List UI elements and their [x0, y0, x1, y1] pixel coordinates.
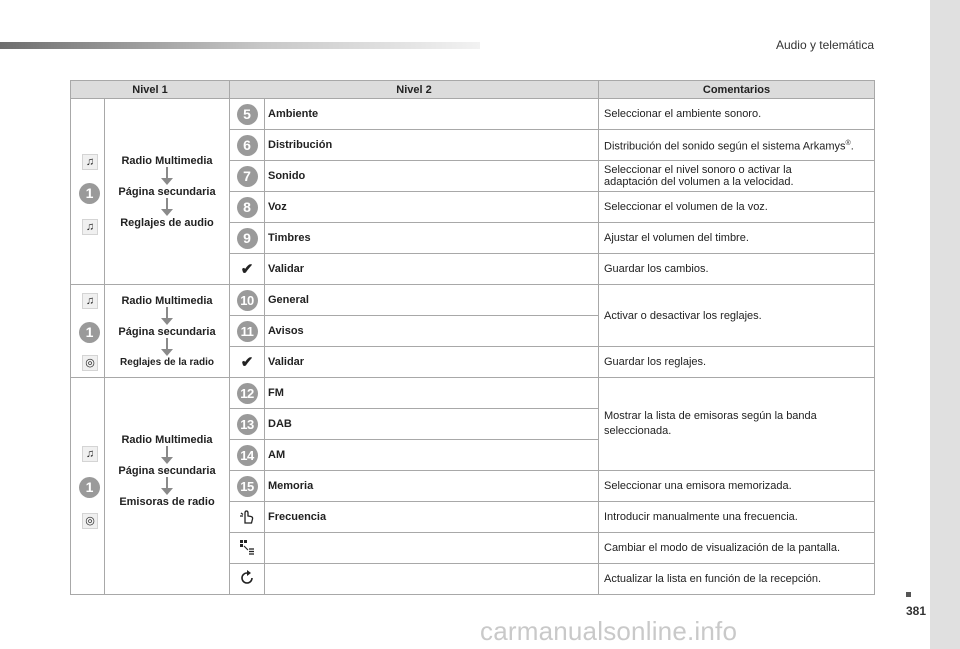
row-marker	[230, 471, 265, 502]
setting-name: Distribución	[265, 130, 599, 161]
level1-path-stations	[105, 378, 230, 595]
music-note-icon: ♫	[82, 154, 98, 170]
setting-comment: Activar o desactivar los reglajes.	[599, 285, 875, 347]
setting-name	[265, 533, 599, 564]
hand-tap-icon	[230, 502, 265, 533]
arrow-down-icon	[160, 338, 174, 357]
setting-comment: Ajustar el volumen del timbre.	[599, 223, 875, 254]
setting-name: DAB	[265, 409, 599, 440]
level1-path-audio	[105, 99, 230, 285]
table-row	[71, 99, 875, 130]
row-marker	[230, 378, 265, 409]
setting-comment: Seleccionar el ambiente sonoro.	[599, 99, 875, 130]
arrow-down-icon	[160, 198, 174, 217]
menu-music-icon: ♫	[82, 219, 98, 235]
table-row	[71, 378, 875, 409]
row-marker	[230, 130, 265, 161]
setting-comment: Seleccionar el volumen de la voz.	[599, 192, 875, 223]
setting-name: Sonido	[265, 161, 599, 192]
row-marker	[230, 223, 265, 254]
marker-badge: 5	[237, 104, 258, 125]
setting-name: Avisos	[265, 316, 599, 347]
row-marker	[230, 161, 265, 192]
header-nivel-1: Nivel 1	[71, 81, 230, 99]
refresh-icon	[230, 564, 265, 595]
marker-badge: 13	[237, 414, 258, 435]
path-step-pagina-secundaria: Página secundaria	[118, 185, 216, 198]
arrow-down-icon	[160, 477, 174, 496]
marker-badge: 8	[237, 197, 258, 218]
marker-badge: 15	[237, 476, 258, 497]
marker-badge: 9	[237, 228, 258, 249]
menu-radio-icon: ◎	[82, 355, 98, 371]
arrow-down-icon	[160, 167, 174, 186]
level1-icons-audio	[71, 99, 105, 285]
page-edge-strip	[930, 0, 960, 649]
page-number: 381	[905, 604, 926, 618]
path-step-reglajes-audio: Reglajes de audio	[120, 216, 214, 229]
arrow-down-icon	[160, 307, 174, 326]
setting-comment: Seleccionar una emisora memorizada.	[599, 471, 875, 502]
radio-broadcast-icon: ◎	[82, 513, 98, 529]
setting-comment: Cambiar el modo de visualización de la pantalla.	[599, 533, 875, 564]
setting-name	[265, 564, 599, 595]
path-step-pagina-secundaria: Página secundaria	[118, 465, 216, 477]
table-header-row	[71, 81, 875, 99]
marker-badge: 14	[237, 445, 258, 466]
path-step-radio-multimedia: Radio Multimedia	[121, 294, 213, 307]
setting-name: FM	[265, 378, 599, 409]
section-title: Audio y telemática	[775, 38, 874, 52]
row-marker	[230, 316, 265, 347]
header-comentarios: Comentarios	[599, 81, 875, 99]
step-badge: 1	[79, 477, 100, 498]
setting-comment: Actualizar la lista en función de la recepción.	[599, 564, 875, 595]
setting-name: Timbres	[265, 223, 599, 254]
setting-comment: Distribución del sonido según el sistema Arkamys®.	[599, 130, 875, 161]
setting-comment: Seleccionar el nivel sonoro o activar la adaptación del volumen a la velocidad.	[599, 161, 875, 192]
marker-badge: 11	[237, 321, 258, 342]
header-gradient-bar	[0, 42, 480, 49]
checkmark-icon: ✔	[230, 254, 265, 285]
checkmark-icon: ✔	[230, 347, 265, 378]
path-step-radio-multimedia: Radio Multimedia	[121, 434, 213, 446]
path-step-pagina-secundaria: Página secundaria	[118, 325, 216, 338]
setting-name: Frecuencia	[265, 502, 599, 533]
row-marker	[230, 409, 265, 440]
row-marker	[230, 285, 265, 316]
settings-table	[70, 80, 875, 595]
row-marker	[230, 440, 265, 471]
setting-name: Validar	[265, 254, 599, 285]
level1-path-radio-settings	[105, 285, 230, 378]
path-step-radio-multimedia: Radio Multimedia	[121, 154, 213, 167]
row-marker	[230, 192, 265, 223]
setting-name: Validar	[265, 347, 599, 378]
marker-badge: 6	[237, 135, 258, 156]
setting-comment: Introducir manualmente una frecuencia.	[599, 502, 875, 533]
path-step-emisoras-radio: Emisoras de radio	[119, 496, 215, 508]
music-note-icon: ♫	[82, 446, 98, 462]
setting-comment: Guardar los cambios.	[599, 254, 875, 285]
step-badge: 1	[79, 183, 100, 204]
setting-name: Voz	[265, 192, 599, 223]
display-mode-icon	[230, 533, 265, 564]
path-step-reglajes-radio: Reglajes de la radio	[120, 356, 214, 368]
arrow-down-icon	[160, 446, 174, 465]
row-marker	[230, 99, 265, 130]
table-row	[71, 285, 875, 316]
level1-icons-stations	[71, 378, 105, 595]
setting-comment: Mostrar la lista de emisoras según la banda seleccionada.	[599, 378, 875, 471]
marker-badge: 7	[237, 166, 258, 187]
music-note-icon: ♫	[82, 293, 98, 309]
setting-name: AM	[265, 440, 599, 471]
step-badge: 1	[79, 322, 100, 343]
header-nivel-2: Nivel 2	[230, 81, 599, 99]
setting-name: Ambiente	[265, 99, 599, 130]
marker-badge: 12	[237, 383, 258, 404]
page-marker-dot	[906, 592, 911, 597]
setting-name: Memoria	[265, 471, 599, 502]
marker-badge: 10	[237, 290, 258, 311]
level1-icons-radio-settings	[71, 285, 105, 378]
setting-name: General	[265, 285, 599, 316]
setting-comment: Guardar los reglajes.	[599, 347, 875, 378]
watermark: carmanualsonline.info	[480, 616, 738, 646]
